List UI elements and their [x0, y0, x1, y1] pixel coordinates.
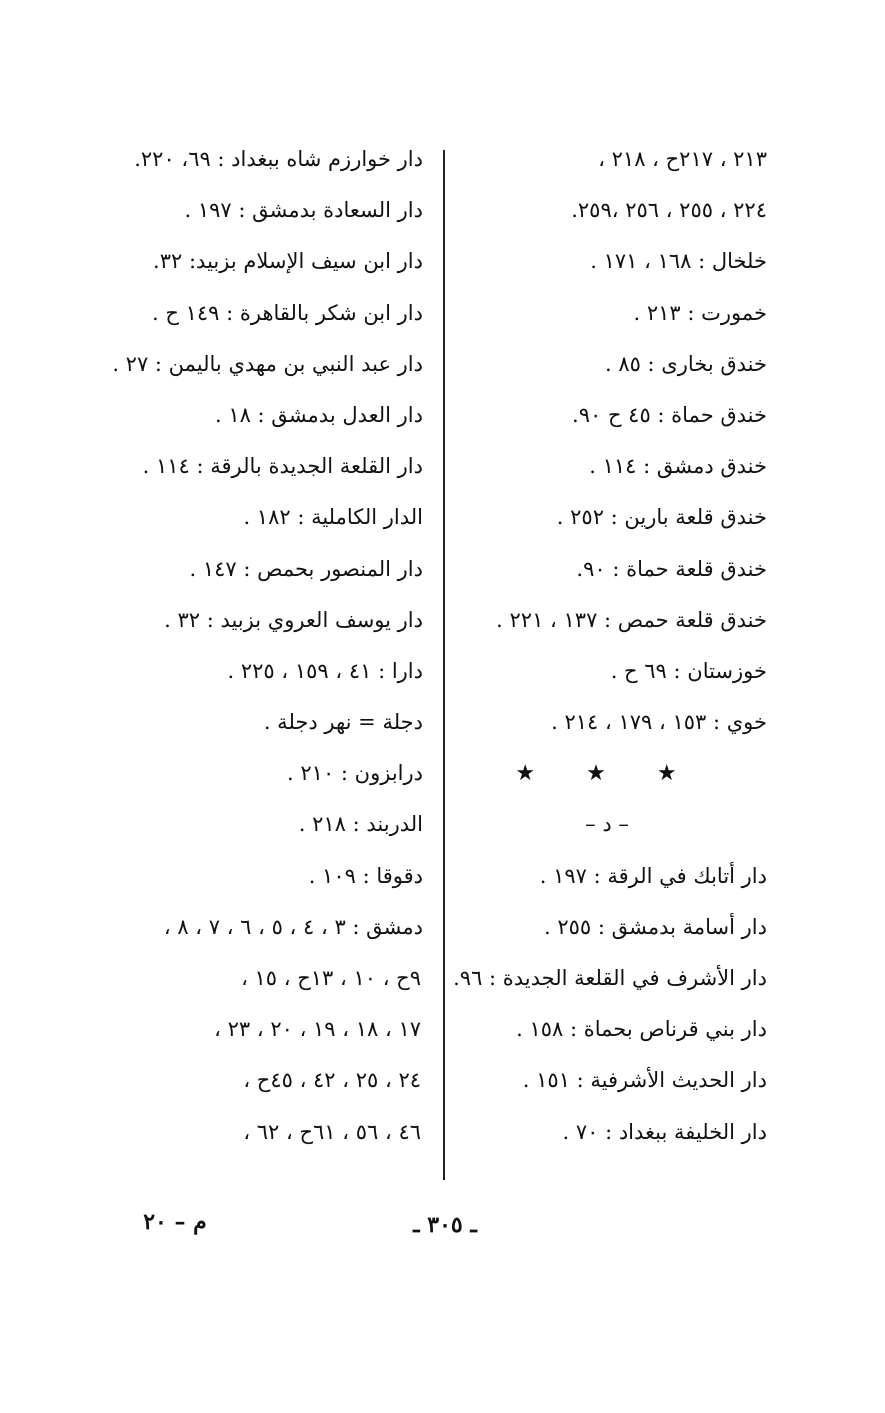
index-entry: دار الأشرف في القلعة الجديدة : ٩٦. — [453, 966, 767, 990]
column-divider — [443, 150, 445, 1180]
index-entry-continuation: ٩ح ، ١٠ ، ١٣ح ، ١٥ ، — [241, 966, 421, 990]
index-entry: دار الخليفة ببغداد : ٧٠ . — [562, 1119, 767, 1144]
index-entry-continuation: ٤٦ ، ٥٦ ، ٦١ح ، ٦٢ ، — [243, 1119, 421, 1144]
index-entry: خندق قلعة حماة : ٩٠. — [576, 556, 767, 581]
index-entry: خندق دمشق : ١١٤ . — [589, 454, 767, 479]
index-entry: خندق قلعة بارين : ٢٥٢ . — [556, 505, 767, 530]
index-entry: دار القلعة الجديدة بالرقة : ١١٤ . — [142, 454, 423, 479]
index-entry: دقوقا : ١٠٩ . — [308, 863, 423, 888]
index-entry: دار أسامة بدمشق : ٢٥٥ . — [543, 914, 767, 939]
index-entry: الدار الكاملية : ١٨٢ . — [243, 505, 423, 530]
index-entry: خلخال : ١٦٨ ، ١٧١ . — [590, 249, 767, 274]
index-entry: دارا : ٤١ ، ١٥٩ ، ٢٢٥ . — [227, 658, 423, 683]
index-entry: دمشق : ٣ ، ٤ ، ٥ ، ٦ ، ٧ ، ٨ ، — [163, 914, 423, 939]
index-entry: ٢١٣ ، ٢١٧ح ، ٢١٨ ، — [598, 147, 767, 171]
right-index-column — [447, 134, 767, 1158]
index-entry: دار يوسف العروي بزبيد : ٣٢ . — [164, 607, 423, 632]
index-entry: دار ابن شكر بالقاهرة : ١٤٩ ح . — [152, 300, 423, 325]
section-letter-heading: – د – — [585, 812, 629, 837]
index-entry: خمورت : ٢١٣ . — [633, 300, 767, 325]
index-entry: خوزستان : ٦٩ ح . — [610, 658, 767, 683]
index-entry: ٢٢٤ ، ٢٥٥ ، ٢٥٦ ،٢٥٩. — [571, 198, 767, 223]
index-entry-continuation: ١٧ ، ١٨ ، ١٩ ، ٢٠ ، ٢٣ ، — [214, 1017, 421, 1042]
index-entry: دار أتابك في الرقة : ١٩٧ . — [539, 863, 767, 888]
section-separator-stars: ★ ★ ★ — [515, 761, 699, 787]
index-entry: دار ابن سيف الإسلام بزبيد: ٣٢. — [153, 249, 423, 274]
left-index-column — [83, 134, 423, 1158]
page-number: ـ ٣٠٥ ـ — [413, 1212, 477, 1238]
index-entry-continuation: ٢٤ ، ٢٥ ، ٤٢ ، ٤٥ح ، — [243, 1068, 421, 1093]
index-entry: خندق حماة : ٤٥ ح ٩٠. — [572, 402, 767, 427]
index-entry: دار الحديث الأشرفية : ١٥١ . — [522, 1068, 767, 1093]
index-entry: دار العدل بدمشق : ١٨ . — [214, 402, 423, 427]
index-entry: دار خوارزم شاه ببغداد : ٦٩، ٢٢٠. — [134, 147, 423, 171]
index-entry: دار المنصور بحمص : ١٤٧ . — [189, 556, 423, 581]
index-entry: دار عبد النبي بن مهدي باليمن : ٢٧ . — [112, 351, 423, 376]
index-entry: خندق قلعة حمص : ١٣٧ ، ٢٢١ . — [496, 607, 767, 632]
index-entry: دار السعادة بدمشق : ١٩٧ . — [184, 198, 423, 223]
index-entry: درابزون : ٢١٠ . — [287, 761, 423, 786]
index-entry: خوي : ١٥٣ ، ١٧٩ ، ٢١٤ . — [551, 710, 767, 735]
index-entry: دجلة = نهر دجلة . — [263, 710, 423, 735]
index-entry: الدربند : ٢١٨ . — [298, 812, 423, 837]
index-entry: خندق بخارى : ٨٥ . — [604, 351, 767, 376]
index-entry: دار بني قرناص بحماة : ١٥٨ . — [516, 1017, 767, 1042]
signature-mark: م – ٢٠ — [143, 1209, 207, 1235]
